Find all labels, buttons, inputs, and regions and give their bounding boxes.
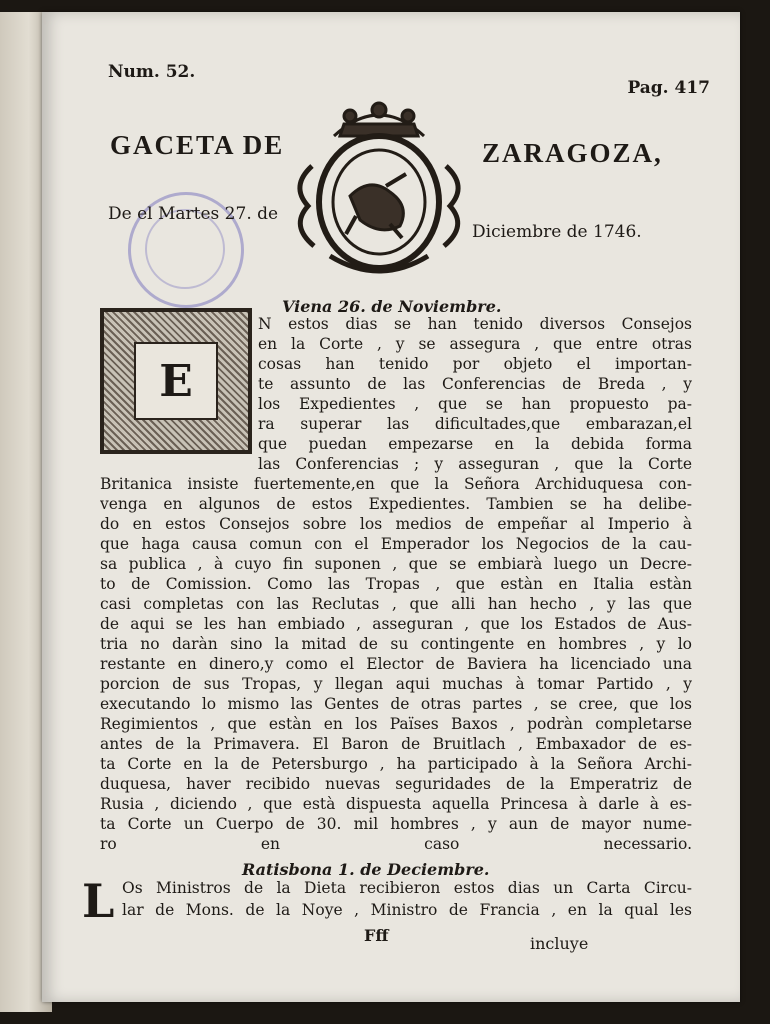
- signature-mark: Fff: [364, 926, 389, 945]
- text-line: lar de Mons. de la Noye , Ministro de Francia , en la qual les: [122, 901, 692, 919]
- text-line: N estos dias se han tenido diversos Consejos: [258, 315, 692, 333]
- dateline-viena: Viena 26. de Noviembre.: [282, 297, 502, 316]
- text-line: ra superar las dificultades,que embarazan,el: [258, 415, 692, 433]
- text-line: do en estos Consejos sobre los medios de empeñar al Imperio à: [100, 515, 692, 533]
- text-line: de aqui se les han embiado , asseguran , que los Estados de Aus-: [100, 615, 692, 633]
- newspaper-page: [42, 12, 740, 1002]
- text-line: ta Corte un Cuerpo de 30. mil hombres , y aun de mayor nume-: [100, 815, 692, 833]
- text-line: los Expedientes , que se han propuesto pa-: [258, 395, 692, 413]
- text-line: tria no daràn sino la mitad de su contingente en hombres , y lo: [100, 635, 692, 653]
- text-line: en la Corte , y se assegura , que entre otras: [258, 335, 692, 353]
- text-line: antes de la Primavera. El Baron de Bruitlach , Embaxador de es-: [100, 735, 692, 753]
- date-left: De el Martes 27. de: [108, 204, 279, 224]
- text-line: to de Comission. Como las Tropas , que estàn en Italia estàn: [100, 575, 692, 593]
- text-line: ro en caso necessario.: [100, 835, 692, 853]
- coat-of-arms-icon: [290, 96, 468, 278]
- text-line: cosas han tenido por objeto el importan-: [258, 355, 692, 373]
- initial-letter: E: [134, 342, 218, 420]
- text-line: Os Ministros de la Dieta recibieron estos dias un Carta Circu-: [122, 879, 692, 897]
- text-line: restante en dinero,y como el Elector de Baviera ha licenciado una: [100, 655, 692, 673]
- catchword: incluye: [530, 934, 589, 953]
- title-right: ZARAGOZA,: [482, 138, 663, 168]
- issue-number: Num. 52.: [108, 62, 196, 82]
- text-line: sa publica , à cuyo fin suponen , que se embiarà luego un Decre-: [100, 555, 692, 573]
- text-line: casi completas con las Reclutas , que alli han hecho , y las que: [100, 595, 692, 613]
- dateline-ratisbona: Ratisbona 1. de Deciembre.: [242, 860, 490, 879]
- text-line: ta Corte en la de Petersburgo , ha participado à la Señora Archi-: [100, 755, 692, 773]
- initial-letter-l: L: [82, 874, 115, 928]
- text-line: que puedan empezarse en la debida forma: [258, 435, 692, 453]
- text-line: que haga causa comun con el Emperador los Negocios de la cau-: [100, 535, 692, 553]
- text-line: Rusia , diciendo , que està dispuesta aquella Princesa à darle à es-: [100, 795, 692, 813]
- text-line: Britanica insiste fuertemente,en que la Señora Archiduquesa con-: [100, 475, 692, 493]
- text-line: las Conferencias ; y asseguran , que la Corte: [258, 455, 692, 473]
- ornamental-initial: [100, 308, 252, 454]
- date-right: Diciembre de 1746.: [472, 222, 642, 242]
- title-left: GACETA DE: [110, 130, 285, 160]
- text-line: te assunto de las Conferencias de Breda , y: [258, 375, 692, 393]
- page-number: Pag. 417: [627, 78, 710, 98]
- text-line: venga en algunos de estos Expedientes. Tambien se ha delibe-: [100, 495, 692, 513]
- text-line: Regimientos , que estàn en los Païses Baxos , podràn completarse: [100, 715, 692, 733]
- text-line: executando lo mismo las Gentes de otras partes , se cree, que los: [100, 695, 692, 713]
- text-line: porcion de sus Tropas, y llegan aqui muchas à tomar Partido , y: [100, 675, 692, 693]
- text-line: duquesa, haver recibido nuevas seguridades de la Emperatriz de: [100, 775, 692, 793]
